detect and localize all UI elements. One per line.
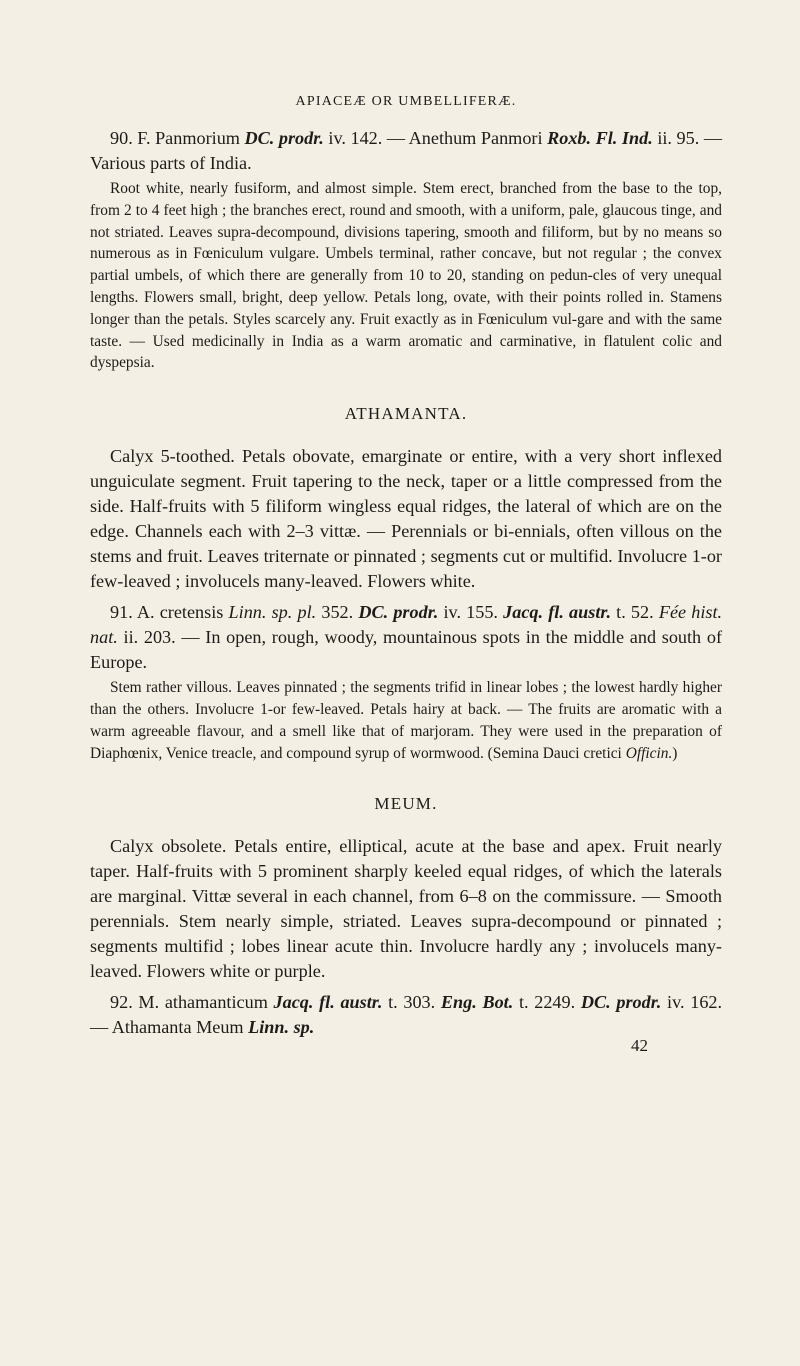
genus-description: Calyx obsolete. Petals entire, elliptical, acute at the base and apex. Fruit nearly taper. Half-fruits with 5 prominent sharply keeled equal ridges, of which the laterals are marginal. Vittæ several in each channel, from 6–8 on the commissure. — Smooth perennials. Stem nearly simple, striated. Leaves supra-decompound or pinnated ; segments multifid ; lobes linear acute thin. Involucre hardly any ; involucels many-leaved. Flowers white or purple. (90, 836, 722, 982)
genus-title-meum: MEUM. (374, 794, 438, 814)
description-text: Stem rather villous. Leaves pinnated ; the segments trifid in linear lobes ; the lowest hardly higher than the others. Involucre 1-or few-leaved. Petals hairy at back. — The fruits are aromatic with a warm agreeable flavour, and a smell like that of marjoram. They were used in the preparation of Diaphœnix, Venice treacle, and compound syrup of wormwood. (90, 679, 722, 762)
reference-citation: Jacq. fl. austr. (503, 602, 611, 623)
species-entry-92 (90, 990, 722, 1040)
species-number: 92. (110, 992, 133, 1013)
reference-citation: DC. prodr. (244, 128, 324, 148)
synonym: Anethum Panmori (408, 128, 543, 148)
species-entry-90 (90, 126, 722, 176)
signature-mark: 42 (631, 1036, 648, 1056)
species-description: Root white, nearly fusiform, and almost simple. Stem erect, branched from the base to the top, from 2 to 4 feet high ; the branches erect, round and smooth, with a uniform, pale, glaucous tinge, and not striated. Leaves supra-decompound, divisions tapering, smooth and filiform, but by no means so numerous as in Fœniculum vulgare. Umbels terminal, rather concave, but not regular ; the convex partial umbels, of which there are generally from 10 to 20, standing on pedun-cles of very unequal lengths. Flowers small, bright, deep yellow. Petals long, ovate, with their points rolled in. Stamens longer than the petals. Styles scarcely any. Fruit exactly as in Fœniculum vul-gare and with the same taste. — Used medicinally in India as a warm aromatic and carminative, in flatulent colic and dyspepsia. (90, 180, 722, 372)
reference-location: ii. 203. — In open, rough, woody, mountainous spots in the middle and south of Europe. (90, 627, 723, 673)
species-number: 90. (110, 128, 133, 148)
reference-location: 352. (321, 602, 354, 623)
reference-citation: Linn. sp. (248, 1017, 315, 1038)
reference-location: iv. 142. — (328, 128, 406, 148)
reference-location: iv. 162. — (90, 992, 723, 1038)
reference-location: iv. 155. (443, 602, 498, 623)
species-number: 91. (110, 602, 133, 623)
genus-title-athamanta: ATHAMANTA. (344, 404, 468, 424)
reference-location: t. 52. (616, 602, 654, 623)
species-name: A. cretensis (136, 602, 224, 623)
reference-location: t. 303. (388, 992, 436, 1013)
reference-location: t. 2249. (518, 992, 576, 1013)
running-head: APIACEÆ OR UMBELLIFERÆ. (295, 94, 517, 109)
reference-location: ii. 95. — Various parts of India. (90, 128, 723, 173)
species-description (90, 677, 722, 764)
reference-citation: Linn. sp. pl. (228, 602, 317, 623)
officinal-abbrev: Officin. (625, 744, 673, 762)
species-name: M. athamanticum (138, 992, 268, 1013)
reference-citation: Eng. Bot. (440, 992, 514, 1013)
synonym: Athamanta Meum (111, 1017, 244, 1038)
species-entry-91 (90, 600, 722, 675)
genus-description: Calyx 5-toothed. Petals obovate, emarginate or entire, with a very short inflexed unguiculate segment. Fruit tapering to the neck, taper or a little compressed from the side. Half-fruits with 5 filiform wingless equal ridges, the lateral of which are on the edge. Channels each with 2–3 vittæ. — Perennials or bi-ennials, often villous on the stems and fruit. Leaves triternate or pinnated ; segments cut or multifid. Involucre 1-or few-leaved ; involucels many-leaved. Flowers white. (90, 446, 722, 592)
reference-citation: Roxb. Fl. Ind. (547, 128, 653, 148)
officinal-name: (Semina Dauci cretici (487, 744, 622, 762)
reference-citation: Jacq. fl. austr. (273, 992, 383, 1013)
reference-citation: DC. prodr. (580, 992, 662, 1013)
species-name: F. Panmorium (137, 128, 240, 148)
reference-citation: DC. prodr. (358, 602, 439, 623)
closing-paren: ) (672, 744, 678, 762)
reference-citation: Fée hist. nat. (90, 602, 723, 648)
